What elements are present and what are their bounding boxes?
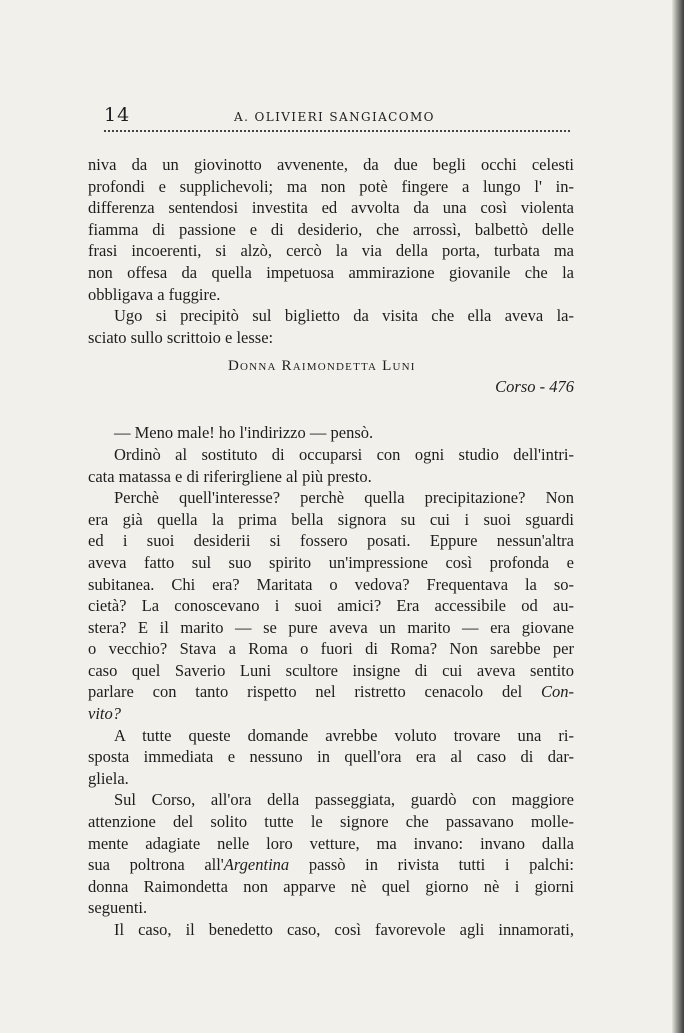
text-line: A tutte queste domande avrebbe voluto trovare una ri- xyxy=(114,725,574,745)
text-segment: passò in rivista tutti i palchi: xyxy=(308,855,574,875)
text-line xyxy=(88,854,574,876)
text-line: subitanea. Chi era? Maritata o vedova? Frequentava la so- xyxy=(88,574,574,594)
text-line: sposta immediata e nessuno in quell'ora era al caso di dar- xyxy=(88,747,574,767)
body-text xyxy=(88,154,574,941)
text-line: obbligava a fuggire. xyxy=(88,284,221,304)
card-name: Donna Raimondetta Luni xyxy=(228,358,416,375)
text-line: aveva fatto sul suo spirito un'impressione così profonda e xyxy=(88,552,574,572)
paragraph xyxy=(88,789,574,919)
text-line: donna Raimondetta non apparve nè quel giorno nè i giorni xyxy=(88,876,574,896)
text-line: sciato sullo scrittoio e lesse: xyxy=(88,327,274,347)
running-title: A. OLIVIERI SANGIACOMO xyxy=(234,110,435,124)
text-line: ed i suoi desiderii si fossero posati. Eppure nessun'altra xyxy=(88,531,574,551)
page-header xyxy=(104,104,570,130)
text-line: — Meno male! ho l'indirizzo — pensò. xyxy=(114,423,374,443)
text-line: Ugo si precipitò sul biglietto da visita che ella aveva la- xyxy=(114,306,574,326)
text-line: gliela. xyxy=(88,768,129,788)
text-line: differenza sentendosi investita ed avvolta da una così violenta xyxy=(88,198,574,218)
header-rule xyxy=(104,130,570,132)
text-line: attenzione del solito tutte le signore che passavano molle- xyxy=(88,812,574,832)
text-line: caso quel Saverio Luni scultore insigne di cui aveva sentito xyxy=(88,660,574,680)
text-line: seguenti. xyxy=(88,898,148,918)
text-line: non offesa da quella impetuosa ammirazione giovanile che la xyxy=(88,262,574,282)
text-line: o vecchio? Stava a Roma o fuori di Roma? Non sarebbe per xyxy=(88,639,574,659)
text-line: vito? xyxy=(88,704,121,724)
text-line: Sul Corso, all'ora della passeggiata, guardò con maggiore xyxy=(114,790,574,810)
card-address: Corso - 476 xyxy=(495,377,574,397)
text-line: era già quella la prima bella signora su cui i suoi sguardi xyxy=(88,509,574,529)
text-line: frasi incoerenti, si alzò, cercò la via della porta, turbata ma xyxy=(88,241,574,261)
paragraph xyxy=(88,422,574,444)
text-line: cietà? La conoscevano i suoi amici? Era accessibile od au- xyxy=(88,596,574,616)
text-line: cata matassa e di riferirgliene al più presto. xyxy=(88,466,372,486)
text-line xyxy=(88,681,574,703)
paragraph xyxy=(88,487,574,725)
text-line: Ordinò al sostituto di occuparsi con ogni studio dell'intri- xyxy=(114,444,574,464)
text-line: fiamma di passione e di desiderio, che arrossì, balbettò delle xyxy=(88,219,574,239)
text-line: Perchè quell'interesse? perchè quella precipitazione? Non xyxy=(114,488,574,508)
text-line: profondi e supplichevoli; ma non potè fingere a lungo l' in- xyxy=(88,176,574,196)
text-segment: sua poltrona all' xyxy=(88,855,224,875)
text-line: Il caso, il benedetto caso, così favorevole agli innamorati, xyxy=(114,920,574,939)
page-number: 14 xyxy=(104,104,131,126)
paragraph xyxy=(88,154,574,305)
text-line: stera? E il marito — se pure aveva un marito — era giovane xyxy=(88,617,574,637)
text-line: mente adagiate nelle loro vetture, ma invano: invano dalla xyxy=(88,833,574,853)
text-line: niva da un giovinotto avvenente, da due begli occhi celesti xyxy=(88,155,574,174)
italic-title: Argentina xyxy=(223,855,290,875)
paragraph xyxy=(88,444,574,487)
paragraph xyxy=(88,305,574,348)
italic-title: Con- xyxy=(541,682,574,702)
text-segment: parlare con tanto rispetto nel ristretto cenacolo del xyxy=(88,682,523,702)
page-edge-shadow xyxy=(672,0,684,1033)
paragraph xyxy=(88,919,574,941)
visiting-card xyxy=(88,356,574,414)
paragraph xyxy=(88,725,574,790)
